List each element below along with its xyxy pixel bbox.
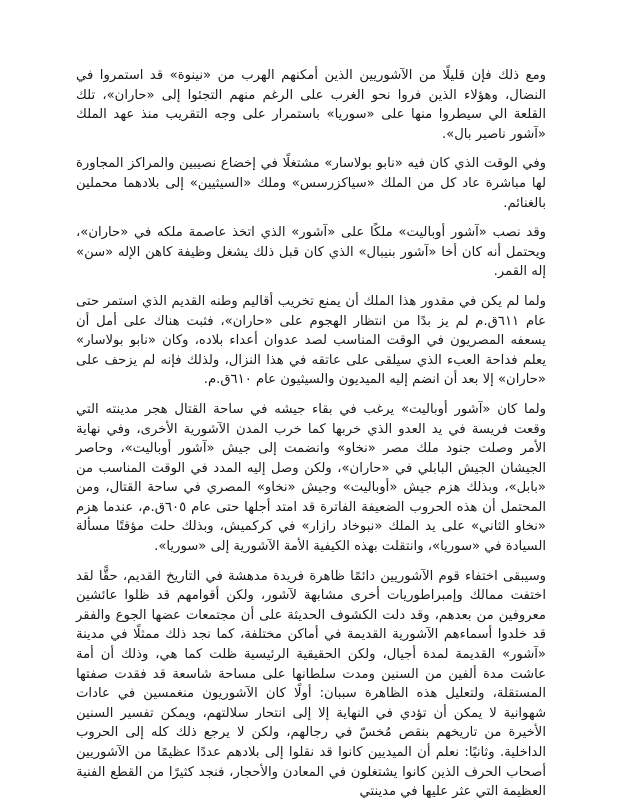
paragraph: ومع ذلك فإن قليلًا من الآشوريين الذين أمكنهم الهرب من «نينوة» قد استمروا في النضال، وهؤلاء الذين فروا نحو الغرب على الرغم منهم التجئوا إلى «حاران»، تلك القلعة الي سيطروا منها على «سوريا» باستمرار على وجه التقريب منذ عهد الملك «آشور ناصير بال». xyxy=(76,68,546,142)
page-number: ٠ xyxy=(326,719,330,726)
paragraph: ولما كان «آشور أوباليت» يرغب في بقاء جيشه في ساحة القتال هجر مدينته التي وقعت فريسة في يد العدو الذي خربها كما خرب المدن الآشورية الأخرى، وفي نهاية الأمر وصلت جنود ملك مصر «نخاو» وانضمت إلى جيش «آشور أوباليت»، وحاصر الجيشان الجيش البابلي في «حاران»، ولكن وصل إليه المدد في الوقت المناسب من «بابل»، وبذلك هزم جيش «أوباليت» وجيش «نخاو» المصري في ساحة القتال، ومن المحتمل أن هذه الحروب الضعيفة الفاترة قد امتد أجلها حتى عام ٦٠٥ق.م، عندما هزم «نخاو الثاني» على يد الملك «نبوخاد رازار» في كركميش، وبذلك حلت مؤقتًا مسألة السيادة في «سوريا»، وانتقلت بهذه الكيفية الأمة الآشورية إلى «سوريا». xyxy=(76,401,546,555)
paragraph: وقد نصب «آشور أوباليت» ملكًا على «آشور» الذي اتخذ عاصمة ملكه في «حاران»، ويحتمل أنه كان أخا «آشور بنيبال» الذي كان قبل ذلك يشغل وظيفة كاهن الإله «سن» إله القمر. xyxy=(76,225,546,280)
paragraph: وسيبقى اختفاء قوم الآشوريين دائمًا ظاهرة فريدة مدهشة في التاريخ القديم، حقًّا لقد اختفت ممالك وإمبراطوريات أخرى مشابهة لآشور، ولكن أقوامهم قد ظلوا عائشين معروفين من بعدهم، وقد دلت الكشوف الحديثة على أن مجتمعات عضها الجوع والفقر قد خلدوا أسماءهم الآشورية القديمة في أماكن مختلفة، كما نجد ذلك ممثلًا في مدينة «آشور» القديمة لمدة أجيال، ولكن الحقيقية الرئيسية ظلت كما هي، وذلك أن أمة عاشت مدة ألفين من السنين ومدت سلطانها على مساحة شاسعة قد فقدت صفتها المستقلة، ولتعليل هذه الظاهرة سببان: أولًا كان الآشوريون منغمسين في عادات شهوانية لا يمكن أن تؤدي في النهاية إلا إلى انتحار سلالتهم، ويمكن تفسير السنين الأخيرة من تاريخهم بنقص مُخسّ في رجالهم، ولكن لا يرجع ذلك كله إلى الحروب الداخلية. وثانيًا: نعلم أن الميديين كانوا قد نقلوا إلى بلادهم عددًا عظيمًا من الآشوريين أصحاب الحرف الذين كانوا يشتغلون في المعادن والأحجار، فنجد كثيرًا من القطع الفنية العظيمة التي عثر عليها في مدينتي xyxy=(76,568,546,800)
paragraph: وفي الوقت الذي كان فيه «نابو بولاسار» مشتغلًا في إخضاع نصيبين والمراكز المجاورة لها مباشرة عاد كل من الملك «سياكزرسس» وملك «السيثيين» إلى بلادهما محملين بالغنائم. xyxy=(76,156,546,211)
paragraph: ولما لم يكن في مقدور هذا الملك أن يمنع تخريب أقاليم وطنه القديم الذي استمر حتى عام ٦١١ق.م لم يز بدًا من انتظار الهجوم على «حاران»، فثبت هناك على أمل أن يسعفه المصريون في الوقت المناسب لصد عدوان أعداء بلاده، وكان «نابو بولاسار» يعلم فداحة العبء الذي سيلقى على عاتقه في هذا النزال، ولذلك فإنه لم يزحف على «حاران» إلا بعد أن انضم إليه الميديون والسيثيون عام ٦١٠ق.م. xyxy=(76,293,546,388)
document-page xyxy=(76,66,546,812)
